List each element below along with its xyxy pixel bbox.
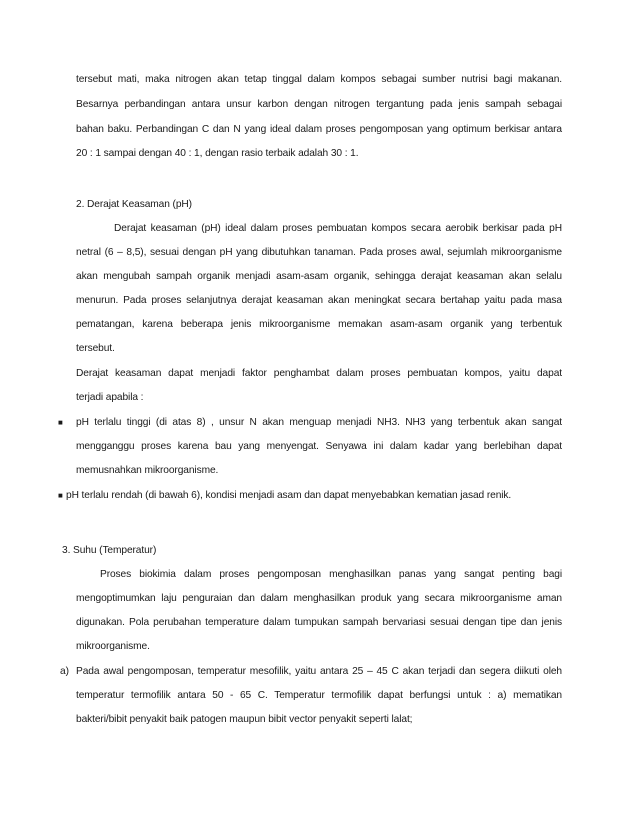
section-2-para-1-line-4: menurun. Pada proses selanjutnya derajat keasaman akan meningkat secara bertahap yaitu pada masa (76, 295, 562, 306)
intro-line-4: 20 : 1 sampai dengan 40 : 1, dengan rasio terbaik adalah 30 : 1. (76, 148, 359, 159)
intro-line-2: Besarnya perbandingan antara unsur karbon dengan nitrogen tergantung pada jenis sampah sebagai (76, 99, 562, 110)
section-2-para-2-line-1: Derajat keasaman dapat menjadi faktor penghambat dalam proses pembuatan kompos, yaitu dapat (76, 368, 562, 379)
intro-line-3: bahan baku. Perbandingan C dan N yang ideal dalam proses pengomposan yang optimum berkisar antara (76, 124, 562, 135)
section-2-para-1-line-1: Derajat keasaman (pH) ideal dalam proses pembuatan kompos secara aerobik berkisar pada pH (114, 223, 562, 234)
section-3-para-1-line-1: Proses biokimia dalam proses pengomposan menghasilkan panas yang sangat penting bagi (100, 569, 562, 580)
bullet-1-line-3: memusnahkan mikroorganisme. (76, 465, 219, 476)
bullet-1-line-2: mengganggu proses karena bau yang menyengat. Senyawa ini dalam kadar yang berlebihan dapat (76, 441, 562, 452)
item-a-line-1: Pada awal pengomposan, temperatur mesofilik, yaitu antara 25 – 45 C akan terjadi dan segera diikuti oleh (76, 666, 562, 677)
section-2-para-1-line-6: tersebut. (76, 343, 115, 354)
section-2-para-1-line-3: akan mengubah sampah organik menjadi asam-asam organik, sehingga derajat keasaman akan selalu (76, 271, 562, 282)
bullet-square-icon: ■ (58, 491, 63, 500)
item-a-line-2: temperatur termofilik antara 50 - 65 C. Temperatur termofilik dapat berfungsi untuk : a) mematikan (76, 690, 562, 701)
section-3-para-1-line-3: digunakan. Pola perubahan temperature dalam tumpukan sampah bervariasi sesuai dengan tipe dan jenis (76, 617, 562, 628)
section-3-heading: 3. Suhu (Temperatur) (62, 545, 157, 556)
item-a-line-3: bakteri/bibit penyakit baik patogen maupun bibit vector penyakit seperti lalat; (76, 714, 413, 725)
section-2-para-2-line-2: terjadi apabila : (76, 392, 144, 403)
bullet-square-icon: ■ (58, 418, 63, 427)
section-2-para-1-line-5: pematangan, karena beberapa jenis mikroorganisme memakan asam-asam organik yang terbentuk (76, 319, 562, 330)
section-3-para-1-line-2: mengoptimumkan laju penguraian dan dalam menghasilkan produk yang secara mikroorganisme aman (76, 593, 562, 604)
section-2-heading: 2. Derajat Keasaman (pH) (76, 199, 192, 210)
section-2-para-1-line-2: netral (6 – 8,5), sesuai dengan pH yang dibutuhkan tanaman. Pada proses awal, sejumlah mikroorganisme (76, 247, 562, 258)
section-3-para-1-line-4: mikroorganisme. (76, 641, 150, 652)
bullet-2-line-1: pH terlalu rendah (di bawah 6), kondisi menjadi asam dan dapat menyebabkan kematian jasad renik. (66, 490, 512, 501)
intro-line-1: tersebut mati, maka nitrogen akan tetap tinggal dalam kompos sebagai sumber nutrisi bagi makanan. (76, 74, 562, 85)
bullet-1-line-1: pH terlalu tinggi (di atas 8) , unsur N akan menguap menjadi NH3. NH3 yang terbentuk akan sangat (76, 417, 562, 428)
item-a-marker: a) (60, 666, 69, 677)
